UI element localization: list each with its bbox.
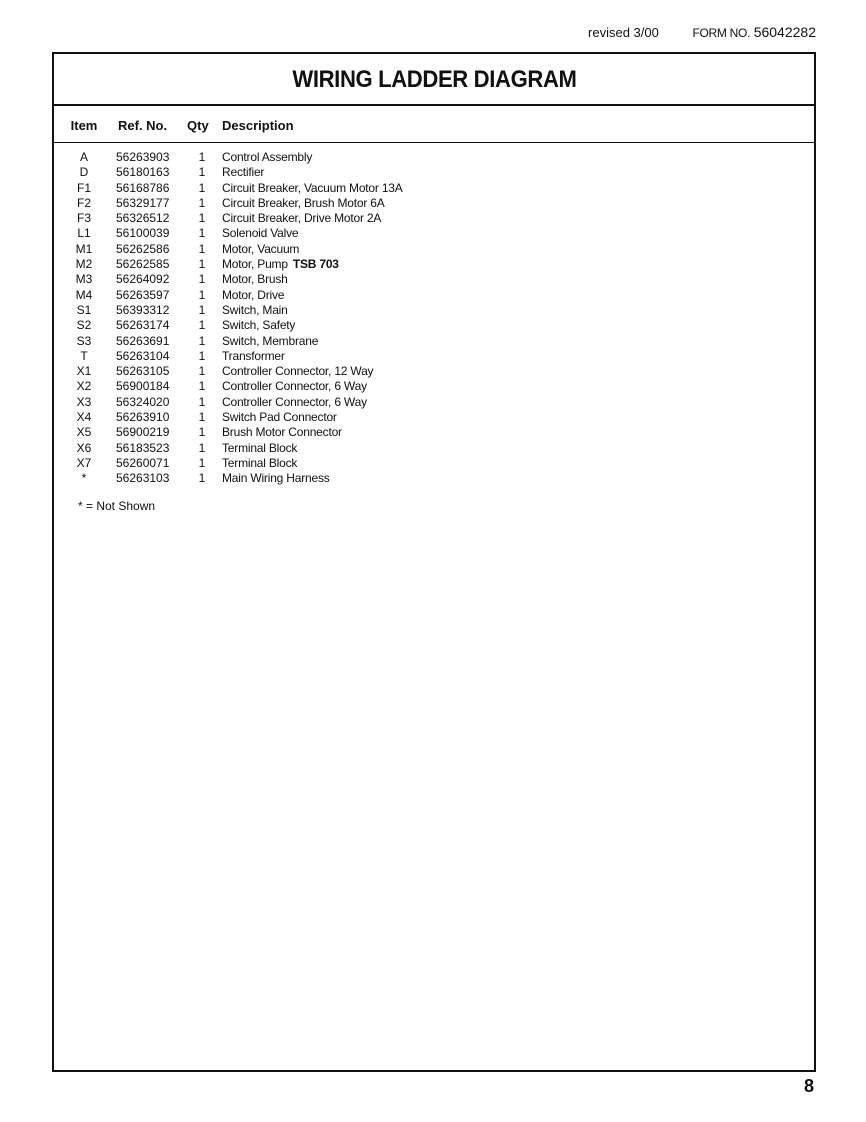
- column-header-item: Item: [70, 118, 98, 133]
- cell-qty: 1: [198, 440, 206, 455]
- table-row: [54, 242, 814, 257]
- cell-item: S3: [76, 333, 92, 348]
- cell-description: [222, 272, 288, 287]
- cell-ref-no: 56324020: [116, 394, 170, 409]
- table-row: [54, 257, 814, 272]
- cell-ref-no: 56263105: [116, 364, 170, 379]
- cell-item: M2: [75, 257, 93, 272]
- cell-description: [222, 303, 288, 318]
- description-text: Motor, Pump: [222, 257, 288, 272]
- table-row: [54, 364, 814, 379]
- cell-item: L1: [77, 226, 91, 241]
- cell-ref-no: 56180163: [116, 165, 170, 180]
- cell-item: X5: [76, 425, 92, 440]
- description-text: Motor, Vacuum: [222, 241, 300, 256]
- cell-description: [222, 211, 381, 226]
- cell-ref-no: 56326512: [116, 211, 170, 226]
- description-text: Switch Pad Connector: [222, 410, 337, 425]
- cell-qty: 1: [198, 211, 206, 226]
- cell-ref-no: 56100039: [116, 226, 170, 241]
- cell-ref-no: 56168786: [116, 180, 170, 195]
- table-row: [54, 318, 814, 333]
- service-bulletin-note: TSB 703: [292, 257, 339, 272]
- cell-description: [222, 196, 385, 211]
- cell-ref-no: 56263903: [116, 150, 170, 164]
- cell-qty: 1: [198, 257, 206, 272]
- cell-qty: 1: [198, 364, 206, 379]
- cell-ref-no: 56263910: [116, 410, 170, 425]
- table-row: [54, 441, 814, 456]
- table-row: [54, 425, 814, 440]
- cell-item: X4: [76, 410, 92, 425]
- cell-item: F2: [76, 195, 91, 210]
- cell-item: X6: [76, 440, 92, 455]
- description-text: Controller Connector, 6 Way: [222, 379, 367, 394]
- cell-description: [222, 379, 367, 394]
- cell-qty: 1: [198, 272, 206, 287]
- cell-qty: 1: [198, 150, 206, 164]
- cell-qty: 1: [198, 180, 206, 195]
- cell-description: [222, 456, 297, 471]
- page-title: WIRING LADDER DIAGRAM: [291, 66, 577, 93]
- title-band: [54, 54, 814, 106]
- table-row: [54, 165, 814, 180]
- revision-date: revised 3/00: [588, 25, 659, 40]
- cell-description: [222, 471, 330, 486]
- cell-qty: 1: [198, 195, 206, 210]
- cell-ref-no: 56183523: [116, 440, 170, 455]
- description-text: Switch, Membrane: [222, 333, 319, 348]
- table-row: [54, 288, 814, 303]
- cell-item: X3: [76, 394, 92, 409]
- cell-qty: 1: [198, 471, 206, 486]
- cell-description: [222, 410, 337, 425]
- description-text: Transformer: [222, 348, 285, 363]
- cell-description: [222, 226, 298, 241]
- column-header-description: Description: [222, 118, 294, 133]
- cell-ref-no: 56262585: [116, 257, 170, 272]
- table-row: [54, 334, 814, 349]
- cell-description: [222, 318, 295, 333]
- table-row: [54, 226, 814, 241]
- cell-ref-no: 56260071: [116, 455, 170, 470]
- description-text: Control Assembly: [222, 150, 313, 164]
- column-header-qty: Qty: [187, 118, 209, 133]
- cell-qty: 1: [198, 333, 206, 348]
- document-frame: [52, 52, 816, 1072]
- cell-qty: 1: [198, 379, 206, 394]
- cell-description: [222, 165, 264, 180]
- cell-qty: 1: [198, 287, 206, 302]
- cell-item: T: [80, 348, 88, 363]
- cell-description: [222, 364, 373, 379]
- cell-item: F3: [76, 211, 91, 226]
- cell-qty: 1: [198, 455, 206, 470]
- cell-qty: 1: [198, 302, 206, 317]
- table-row: [54, 303, 814, 318]
- description-text: Rectifier: [222, 165, 265, 180]
- cell-description: [222, 257, 339, 272]
- cell-ref-no: 56264092: [116, 272, 170, 287]
- description-text: Circuit Breaker, Vacuum Motor 13A: [222, 180, 403, 195]
- description-text: Motor, Drive: [222, 287, 285, 302]
- description-text: Controller Connector, 12 Way: [222, 364, 374, 379]
- table-row: [54, 471, 814, 486]
- cell-item: S1: [76, 302, 92, 317]
- cell-ref-no: 56329177: [116, 195, 170, 210]
- table-row: [54, 211, 814, 226]
- table-row: [54, 410, 814, 425]
- cell-ref-no: 56263174: [116, 318, 170, 333]
- cell-qty: 1: [198, 348, 206, 363]
- cell-item: M1: [75, 241, 93, 256]
- page-number: 8: [803, 1076, 814, 1096]
- cell-ref-no: 56263103: [116, 471, 170, 486]
- form-header: [588, 24, 816, 40]
- table-row: [54, 272, 814, 287]
- table-row: [54, 395, 814, 410]
- table-row: [54, 181, 814, 196]
- cell-qty: 1: [198, 318, 206, 333]
- cell-item: S2: [76, 318, 92, 333]
- cell-description: [222, 349, 285, 364]
- cell-description: [222, 441, 297, 456]
- cell-ref-no: 56263597: [116, 287, 170, 302]
- table-row: [54, 150, 814, 165]
- cell-qty: 1: [198, 226, 206, 241]
- cell-description: [222, 395, 367, 410]
- description-text: Terminal Block: [222, 440, 298, 455]
- table-row: [54, 456, 814, 471]
- cell-ref-no: 56263104: [116, 348, 170, 363]
- cell-ref-no: 56262586: [116, 241, 170, 256]
- table-row: [54, 349, 814, 364]
- cell-qty: 1: [198, 410, 206, 425]
- cell-item: X2: [76, 379, 92, 394]
- table-row: [54, 196, 814, 211]
- cell-description: [222, 150, 312, 165]
- description-text: Motor, Brush: [222, 272, 288, 287]
- parts-list: [54, 150, 814, 487]
- cell-ref-no: 56263691: [116, 333, 170, 348]
- cell-item: X7: [76, 455, 92, 470]
- description-text: Switch, Safety: [222, 318, 296, 333]
- cell-description: [222, 181, 403, 196]
- cell-description: [222, 242, 299, 257]
- cell-qty: 1: [198, 241, 206, 256]
- table-row: [54, 379, 814, 394]
- cell-qty: 1: [198, 425, 206, 440]
- cell-item: *: [81, 471, 87, 486]
- form-number: 56042282: [753, 24, 816, 40]
- cell-item: M4: [75, 287, 93, 302]
- description-text: Terminal Block: [222, 455, 298, 470]
- cell-ref-no: 56393312: [116, 302, 170, 317]
- column-header-row: [54, 106, 814, 143]
- description-text: Switch, Main: [222, 302, 288, 317]
- cell-description: [222, 425, 342, 440]
- description-text: Main Wiring Harness: [222, 471, 330, 486]
- cell-qty: 1: [198, 165, 206, 180]
- cell-item: D: [79, 165, 89, 180]
- cell-description: [222, 334, 318, 349]
- cell-ref-no: 56900219: [116, 425, 170, 440]
- description-text: Circuit Breaker, Drive Motor 2A: [222, 211, 382, 226]
- description-text: Controller Connector, 6 Way: [222, 394, 367, 409]
- description-text: Solenoid Valve: [222, 226, 299, 241]
- cell-description: [222, 288, 284, 303]
- cell-ref-no: 56900184: [116, 379, 170, 394]
- cell-item: X1: [76, 364, 92, 379]
- legend-note: * = Not Shown: [78, 499, 156, 513]
- form-number-label: FORM NO.: [692, 26, 751, 40]
- description-text: Circuit Breaker, Brush Motor 6A: [222, 195, 385, 210]
- cell-item: A: [79, 150, 88, 164]
- cell-item: F1: [76, 180, 91, 195]
- cell-qty: 1: [198, 394, 206, 409]
- column-header-ref-no: Ref. No.: [118, 118, 168, 133]
- cell-item: M3: [75, 272, 93, 287]
- description-text: Brush Motor Connector: [222, 425, 342, 440]
